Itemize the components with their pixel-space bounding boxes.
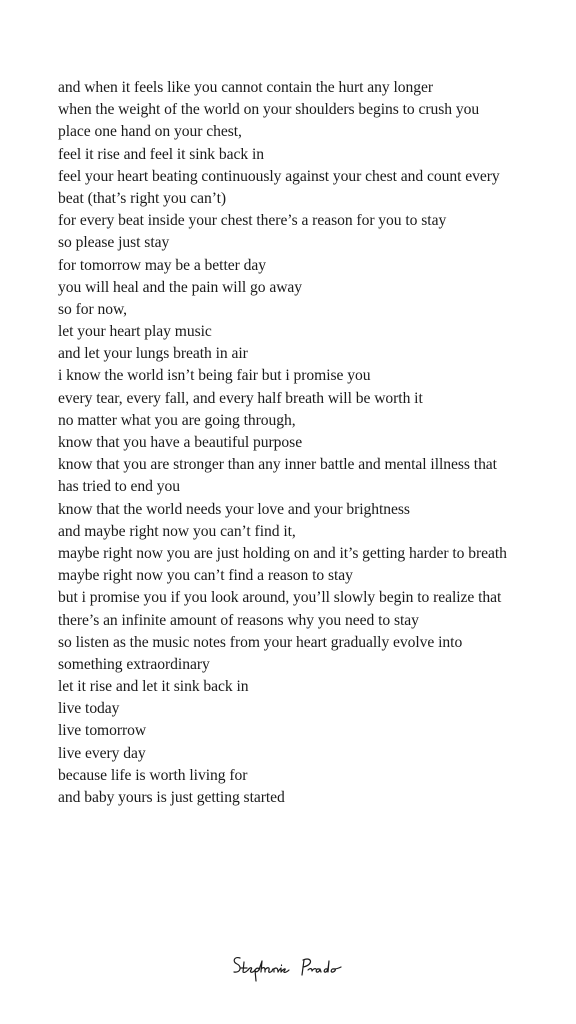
poem-line: live tomorrow xyxy=(58,722,147,740)
poem-line: and maybe right now you can’t find it, xyxy=(58,522,296,540)
poem-line: know that the world needs your love and your brightness xyxy=(58,500,410,518)
poem-line: and when it feels like you cannot contain the hurt any longer xyxy=(58,79,433,96)
poem-line: when the weight of the world on your shoulders begins to crush you xyxy=(58,101,480,119)
poem-line: and baby yours is just getting started xyxy=(58,789,285,806)
poem-line: there’s an infinite amount of reasons why you need to stay xyxy=(58,611,419,629)
poem-line: maybe right now you are just holding on and it’s getting harder to breath xyxy=(58,544,507,562)
poem-line: so listen as the music notes from your heart gradually evolve into xyxy=(58,633,463,651)
poem-line: so please just stay xyxy=(58,234,170,252)
poem-line: something extraordinary xyxy=(58,655,210,673)
poem-line: know that you have a beautiful purpose xyxy=(58,434,303,451)
poem-line: feel your heart beating continuously against your chest and count every xyxy=(58,167,500,185)
poem-line: beat (that’s right you can’t) xyxy=(58,189,227,207)
poem-line: you will heal and the pain will go away xyxy=(58,278,303,296)
poem-line: feel it rise and feel it sink back in xyxy=(58,145,264,163)
poem-text xyxy=(58,77,558,809)
poem-line: live every day xyxy=(58,744,146,762)
poem-line: maybe right now you can’t find a reason to stay xyxy=(58,567,353,585)
poem-line: every tear, every fall, and every half breath will be worth it xyxy=(58,389,423,407)
signature xyxy=(226,948,356,988)
poem-line: for every beat inside your chest there’s a reason for you to stay xyxy=(58,212,447,230)
poem-line: let your heart play music xyxy=(58,323,212,341)
poem-line: no matter what you are going through, xyxy=(58,411,296,429)
poem-line: let it rise and let it sink back in xyxy=(58,678,249,696)
poem-line: because life is worth living for xyxy=(58,766,248,784)
poem-line: but i promise you if you look around, you’ll slowly begin to realize that xyxy=(58,589,502,607)
poem-line: live today xyxy=(58,700,120,718)
poem-line: place one hand on your chest, xyxy=(58,123,242,141)
handwritten-signature xyxy=(226,948,356,988)
poem-line: so for now, xyxy=(58,300,128,318)
poem-line: and let your lungs breath in air xyxy=(58,345,248,363)
poem-line: for tomorrow may be a better day xyxy=(58,256,266,274)
poem-line: i know the world isn’t being fair but i promise you xyxy=(58,367,371,385)
poem-line: know that you are stronger than any inner battle and mental illness that xyxy=(58,456,497,474)
poem-line: has tried to end you xyxy=(58,478,180,496)
